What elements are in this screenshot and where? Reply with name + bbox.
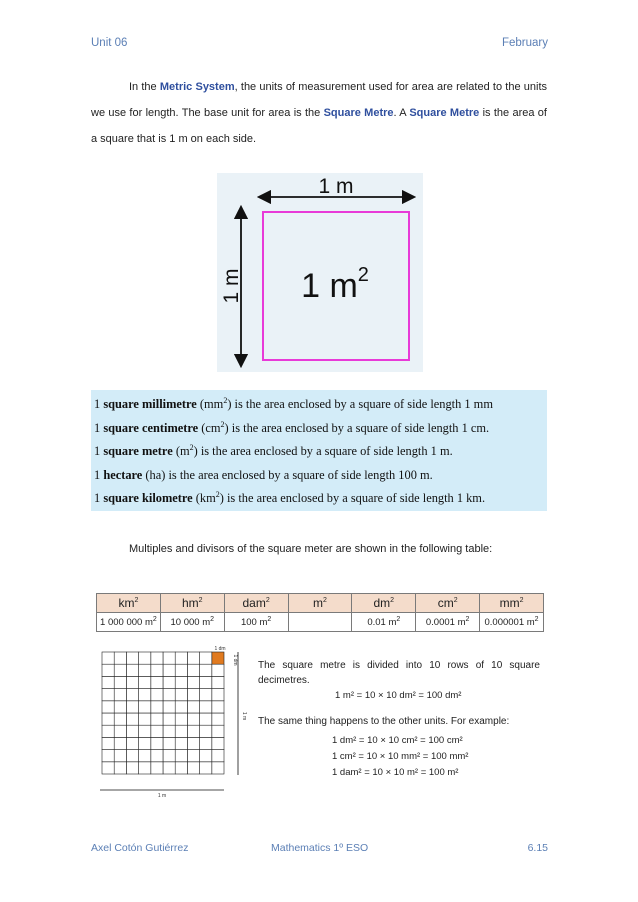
grid-cell [200, 737, 212, 749]
cell-side-label: 1 dm [232, 654, 238, 666]
cell-label: 1 dm [214, 646, 226, 652]
grid-cell [114, 750, 126, 762]
intro-paragraph [91, 74, 547, 152]
grid-cell [187, 737, 199, 749]
grid-cell [139, 713, 151, 725]
decimetre-grid-figure [94, 640, 254, 800]
grid-cell [139, 664, 151, 676]
grid-cell [175, 689, 187, 701]
grid-cell [212, 689, 224, 701]
metric-system-highlight: Metric System [159, 81, 235, 93]
grid-cell [212, 676, 224, 688]
grid-cell [175, 676, 187, 688]
footer-author: Axel Cotón Gutiérrez [91, 842, 189, 854]
area-exponent: 2 [357, 264, 369, 286]
grid-cell [151, 750, 163, 762]
explanation-paragraph-2: The same thing happens to the other units. For example: [258, 716, 510, 727]
grid-cell [212, 664, 224, 676]
intro-text-2: , the units of measurement used for area are related to the units we use for length. The base unit for area is the [91, 81, 548, 119]
grid-cell [151, 652, 163, 664]
grid-cell [163, 750, 175, 762]
equation-2: 1 dm² = 10 × 10 cm² = 100 cm² [332, 735, 463, 746]
footer-course: Mathematics 1º ESO [271, 842, 369, 854]
intro-text-3: . A [393, 107, 410, 119]
grid-cell [114, 725, 126, 737]
grid-cell [102, 676, 114, 688]
grid-cell [126, 725, 138, 737]
grid-cell [187, 652, 199, 664]
grid-cell [187, 713, 199, 725]
grid-cell [200, 664, 212, 676]
equation-3: 1 cm² = 10 × 10 mm² = 100 mm² [332, 751, 469, 762]
grid-cell [163, 762, 175, 774]
grid-cell [212, 701, 224, 713]
grid-cell [139, 701, 151, 713]
definition-line: 1 square centimetre $(cm^2)$ is the area enclosed by a square of side length 1 cm. [94, 419, 490, 435]
grid-cell [175, 725, 187, 737]
area-label: 1 $m^2$ [301, 264, 369, 305]
grid-cell [200, 689, 212, 701]
grid-cell [102, 762, 114, 774]
grid-cell [212, 725, 224, 737]
grid-cell [139, 750, 151, 762]
square-metre-highlight: Square Metre [323, 107, 394, 119]
grid-cell [139, 689, 151, 701]
table-intro-text: Multiples and divisors of the square meter are shown in the following table: [129, 543, 493, 555]
grid-cell [187, 750, 199, 762]
grid-cell [114, 676, 126, 688]
grid-cell [126, 652, 138, 664]
grid-cell [126, 689, 138, 701]
grid-cell [151, 676, 163, 688]
units-table [96, 593, 544, 632]
grid-cell [114, 652, 126, 664]
explanation-block [258, 658, 540, 781]
grid-cell [163, 664, 175, 676]
grid-cell [139, 737, 151, 749]
definition-line: 1 square millimetre $(mm^2)$ is the area enclosed by a square of side length 1 mm [94, 395, 493, 411]
grid-cell [187, 664, 199, 676]
grid-cell [151, 664, 163, 676]
grid-cell [102, 664, 114, 676]
grid-cell [175, 737, 187, 749]
grid-cell [187, 689, 199, 701]
grid-cell [212, 737, 224, 749]
highlighted-decimetre-cell [212, 652, 224, 664]
grid-cell [175, 713, 187, 725]
units-header-row: $km^2$ $hm^2$ dam$^2$ $m^2$ $dm^2$ $cm^2$ $mm^2$ [97, 594, 544, 613]
grid-cell [163, 725, 175, 737]
equation-1: 1 m² = 10 × 10 dm² = 100 dm² [335, 690, 462, 701]
grid-cell [200, 676, 212, 688]
definition-line: 1 square metre $(m^2)$ is the area enclosed by a square of side length 1 m. [94, 442, 453, 458]
grid-cell [187, 725, 199, 737]
grid-cell [163, 737, 175, 749]
grid-bottom-label: 1 m [157, 793, 167, 799]
units-values-row: 1 000 000 $m^2$ 10 000 $m^2$ 100 $m^2$ 0.01 $m^2$ 0.0001 $m^2$ 0.000001 $m^2$ [97, 613, 544, 632]
grid-cell [126, 701, 138, 713]
grid-cell [163, 652, 175, 664]
intro-text-1: In the [129, 81, 160, 93]
grid-cell [139, 725, 151, 737]
footer-page-number: 6.15 [527, 842, 548, 854]
grid-cell [175, 762, 187, 774]
grid-cell [200, 701, 212, 713]
grid-cell [139, 676, 151, 688]
explanation-paragraph-1: The square metre is divided into 10 rows of 10 square decimetres. [258, 660, 540, 686]
grid-cell [151, 725, 163, 737]
grid-cell [200, 762, 212, 774]
grid-cell [114, 713, 126, 725]
square-metre-highlight-2: Square Metre [409, 107, 480, 119]
grid-cell [175, 652, 187, 664]
grid-cell [151, 762, 163, 774]
grid-cell [200, 652, 212, 664]
grid-cell [114, 689, 126, 701]
grid-cell [212, 713, 224, 725]
equation-4: 1 dam² = 10 × 10 m² = 100 m² [332, 767, 459, 778]
square-metre-figure [217, 173, 423, 372]
definitions-box [91, 390, 547, 511]
grid-cell [102, 713, 114, 725]
grid-cell [163, 676, 175, 688]
grid-cell [102, 725, 114, 737]
grid-cell [102, 750, 114, 762]
grid-cell [126, 750, 138, 762]
grid-cell [126, 737, 138, 749]
definition-line: 1 hectare (ha) is the area enclosed by a square of side length 100 m. [94, 467, 433, 482]
grid-cell [102, 652, 114, 664]
top-dimension-label: 1 m [318, 175, 354, 198]
grid-cell [102, 737, 114, 749]
header-month: February [501, 37, 548, 49]
grid-cell [187, 701, 199, 713]
grid-cell [163, 701, 175, 713]
grid-cell [187, 762, 199, 774]
grid-cell [212, 750, 224, 762]
side-dimension-label: 1 m [220, 268, 243, 304]
grid-cell [175, 701, 187, 713]
grid-cell [114, 762, 126, 774]
grid-cell [200, 713, 212, 725]
grid-cell [151, 689, 163, 701]
decimetre-grid [94, 640, 254, 800]
grid-cell [175, 664, 187, 676]
grid-cell [126, 676, 138, 688]
grid-cell [126, 664, 138, 676]
grid-cell [151, 713, 163, 725]
grid-cell [114, 701, 126, 713]
grid-cell [114, 664, 126, 676]
grid-cell [163, 689, 175, 701]
grid-cell [200, 750, 212, 762]
grid-cell [139, 652, 151, 664]
intro-text-4: is the area of a square that is 1 m on each side. [91, 107, 547, 145]
grid-cell [163, 713, 175, 725]
grid-cell [151, 737, 163, 749]
grid-cell [102, 689, 114, 701]
header-unit: Unit 06 [91, 37, 128, 49]
grid-side-label: 1 m [241, 711, 247, 721]
definition-line: 1 square kilometre $(km^2)$ is the area enclosed by a square of side length 1 km. [94, 489, 486, 505]
grid-cell [187, 676, 199, 688]
grid-cell [126, 762, 138, 774]
grid-cell [151, 701, 163, 713]
grid-cell [114, 737, 126, 749]
grid-cell [175, 750, 187, 762]
square-metre-diagram [217, 173, 423, 372]
grid-cell [212, 762, 224, 774]
grid-cell [200, 725, 212, 737]
grid-cell [102, 701, 114, 713]
grid-cell [126, 713, 138, 725]
grid-cell [139, 762, 151, 774]
